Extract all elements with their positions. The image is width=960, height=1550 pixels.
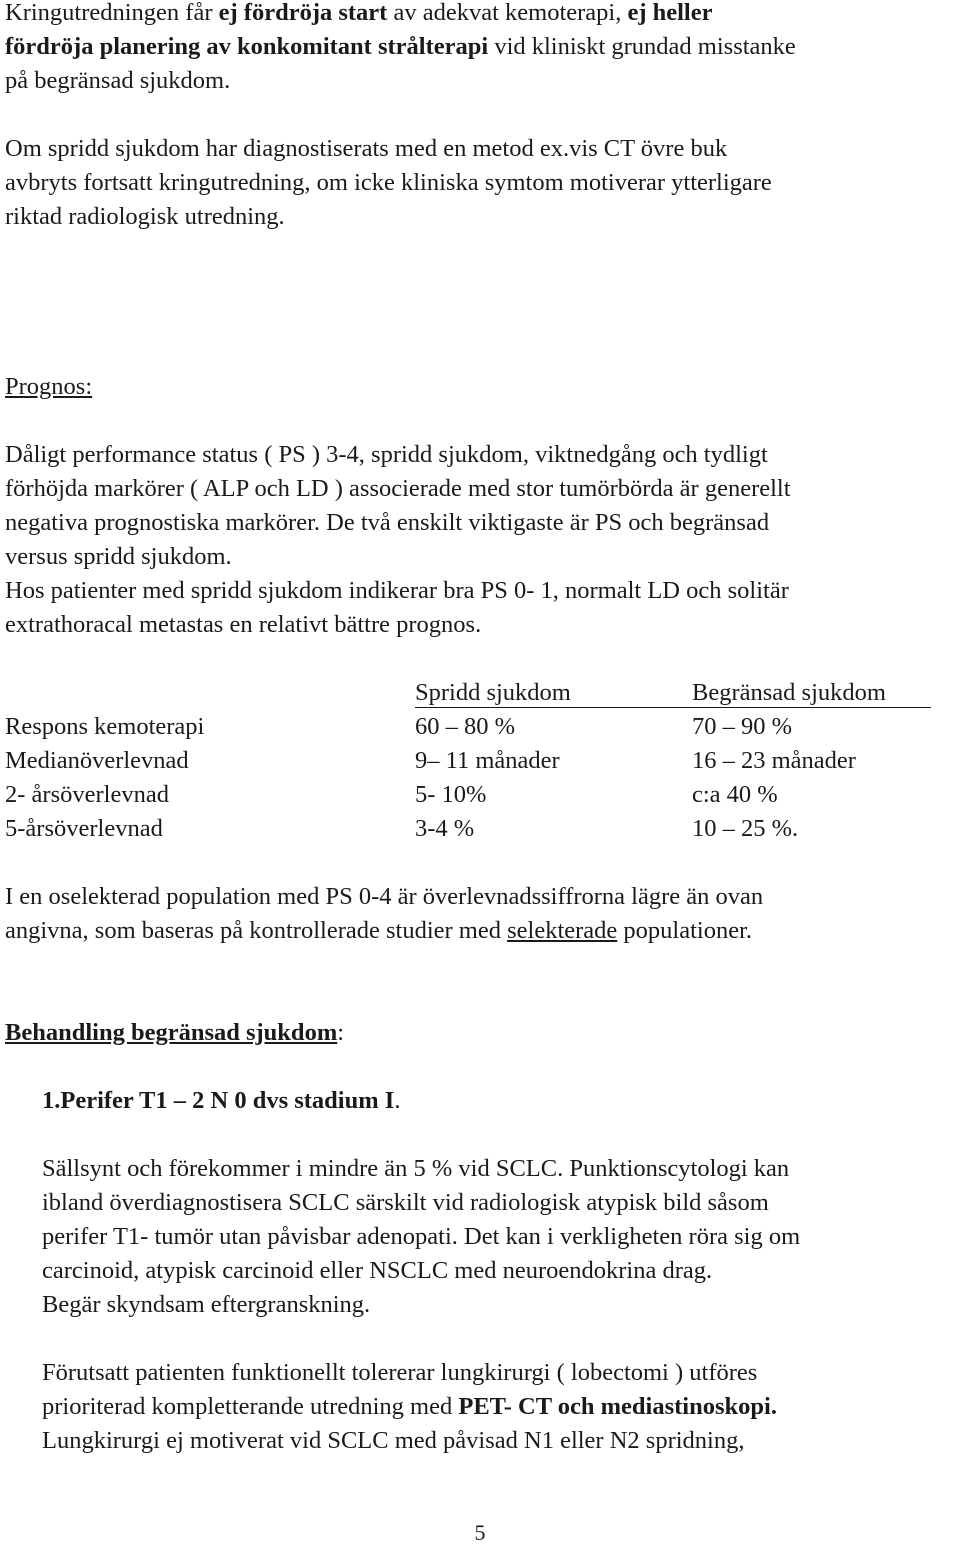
prognosis-line: Dåligt performance status ( PS ) 3-4, spridd sjukdom, viktnedgång och tydligt bbox=[5, 441, 768, 468]
unselected-emphasis: selekterade bbox=[507, 917, 618, 944]
prognosis-line: förhöjda markörer ( ALP och LD ) associerade med stor tumörbörda är generellt bbox=[5, 475, 791, 502]
page-number: 5 bbox=[474, 1520, 486, 1545]
subheading-dot: . bbox=[394, 1087, 401, 1114]
spread-line-1: Om spridd sjukdom har diagnostiserats med en metod ex.vis CT övre buk bbox=[5, 135, 728, 162]
table-header-row bbox=[5, 676, 945, 710]
intro-text: vid kliniskt grundad misstanke bbox=[488, 33, 796, 60]
spread-line-2: avbryts fortsatt kringutredning, om icke kliniska symtom motiverar ytterligare bbox=[5, 169, 772, 196]
spread-line-3: riktad radiologisk utredning. bbox=[5, 203, 285, 230]
treatment-para2-line-3: Lungkirurgi ej motiverat vid SCLC med påvisad N1 eller N2 spridning, bbox=[42, 1427, 745, 1454]
treatment-para2-line-1: Förutsatt patienten funktionellt tolererar lungkirurgi ( lobectomi ) utföres bbox=[42, 1359, 758, 1386]
treatment-para1-line: carcinoid, atypisk carcinoid eller NSCLC med neuroendokrina drag. bbox=[42, 1257, 713, 1284]
cell-spread: 60 – 80 % bbox=[415, 713, 516, 740]
cell-limited: c:a 40 % bbox=[692, 781, 778, 808]
treatment-heading bbox=[5, 1016, 344, 1050]
subheading-text: 1.Perifer T1 – 2 N 0 dvs stadium I bbox=[42, 1087, 395, 1114]
prognosis-line: versus spridd sjukdom. bbox=[5, 543, 232, 570]
unselected-line-1: I en oselekterad population med PS 0-4 är överlevnadssiffrorna lägre än ovan bbox=[5, 883, 764, 910]
para2-text: prioriterad kompletterande utredning med bbox=[42, 1393, 459, 1420]
prognosis-line: extrathoracal metastas en relativt bättre prognos. bbox=[5, 611, 482, 638]
prognosis-line: Hos patienter med spridd sjukdom indikerar bra PS 0- 1, normalt LD och solitär bbox=[5, 577, 789, 604]
cell-spread: 5- 10% bbox=[415, 781, 487, 808]
intro-line-2 bbox=[5, 30, 796, 64]
cell-spread: 3-4 % bbox=[415, 815, 475, 842]
cell-limited: 16 – 23 månader bbox=[692, 747, 856, 774]
table-row bbox=[5, 710, 945, 744]
unselected-text: angivna, som baseras på kontrollerade studier med bbox=[5, 917, 508, 944]
unselected-text: populationer. bbox=[617, 917, 753, 944]
header-underline bbox=[415, 707, 931, 708]
unselected-line-2 bbox=[5, 914, 752, 948]
treatment-para1-line: Sällsynt och förekommer i mindre än 5 % vid SCLC. Punktionscytologi kan bbox=[42, 1155, 790, 1182]
prognosis-line: negativa prognostiska markörer. De två enskilt viktigaste är PS och begränsad bbox=[5, 509, 770, 536]
table-row bbox=[5, 744, 945, 778]
table-row bbox=[5, 812, 945, 846]
intro-line-1 bbox=[5, 0, 713, 30]
prognosis-heading: Prognos: bbox=[5, 373, 93, 400]
intro-bold: ej fördröja start bbox=[218, 0, 388, 26]
row-label: Respons kemoterapi bbox=[5, 713, 205, 740]
intro-bold: fördröja planering av konkomitant strålterapi bbox=[5, 33, 489, 60]
column-header-limited: Begränsad sjukdom bbox=[692, 679, 886, 706]
cell-spread: 9– 11 månader bbox=[415, 747, 560, 774]
row-label: Medianöverlevnad bbox=[5, 747, 189, 774]
intro-text: av adekvat kemoterapi, bbox=[387, 0, 628, 26]
cell-limited: 70 – 90 % bbox=[692, 713, 793, 740]
intro-bold: ej heller bbox=[627, 0, 713, 26]
treatment-heading-text: Behandling begränsad sjukdom bbox=[5, 1019, 338, 1046]
treatment-para2-line-2 bbox=[42, 1390, 777, 1424]
row-label: 2- årsöverlevnad bbox=[5, 781, 169, 808]
table-row bbox=[5, 778, 945, 812]
intro-text: Kringutredningen får bbox=[5, 0, 219, 26]
treatment-para1-line: Begär skyndsam eftergranskning. bbox=[42, 1291, 371, 1318]
treatment-para1-line: perifer T1- tumör utan påvisbar adenopati. Det kan i verkligheten röra sig om bbox=[42, 1223, 801, 1250]
row-label: 5-årsöverlevnad bbox=[5, 815, 163, 842]
column-header-spread: Spridd sjukdom bbox=[415, 679, 571, 706]
treatment-para1-line: ibland överdiagnostisera SCLC särskilt vid radiologisk atypisk bild såsom bbox=[42, 1189, 769, 1216]
para2-bold: PET- CT och mediastinoskopi. bbox=[458, 1393, 777, 1420]
treatment-heading-colon: : bbox=[337, 1019, 345, 1046]
intro-line-3: på begränsad sjukdom. bbox=[5, 67, 231, 94]
treatment-subheading bbox=[42, 1084, 400, 1118]
cell-limited: 10 – 25 %. bbox=[692, 815, 799, 842]
